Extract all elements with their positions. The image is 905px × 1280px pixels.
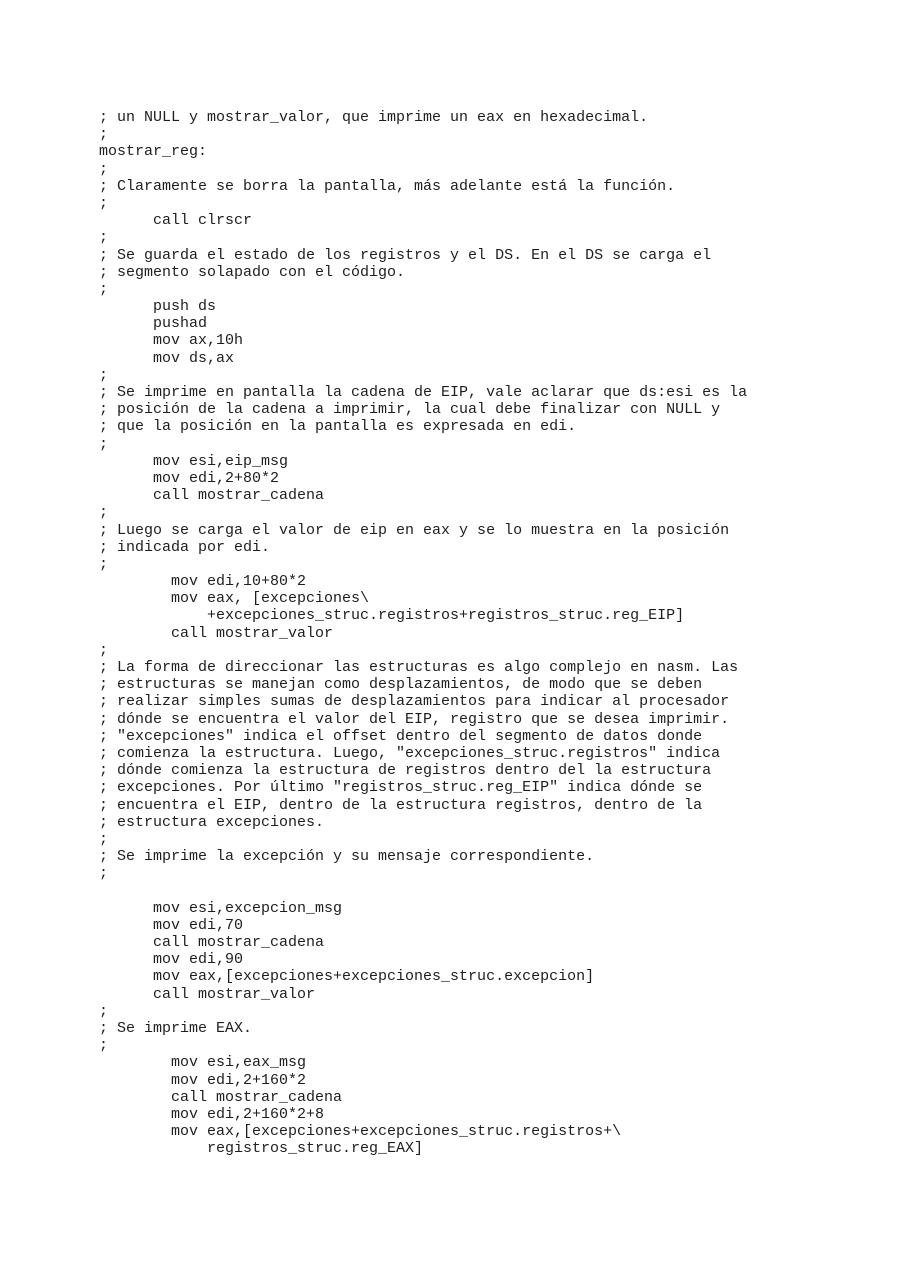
code-line: push ds (99, 298, 217, 316)
code-line: call clrscr (99, 212, 253, 230)
code-listing (99, 109, 747, 1157)
code-line: mov edi,10+80*2 (99, 573, 307, 591)
code-line: call mostrar_valor (99, 624, 334, 642)
comment-line: ; un NULL y mostrar_valor, que imprime un eax en hexadecimal. (99, 109, 649, 126)
comment-line: ; dónde se encuentra el valor del EIP, registro que se desea imprimir. (99, 710, 730, 728)
code-line: mov edi,90 (99, 951, 244, 969)
comment-line: ; comienza la estructura. Luego, "excepciones_struc.registros" indica (99, 744, 721, 762)
comment-line: ; (99, 366, 109, 384)
comment-line: ; La forma de direccionar las estructuras es algo complejo en nasm. Las (99, 659, 739, 676)
comment-line: ; (99, 280, 109, 298)
comment-line: ; (99, 160, 109, 178)
comment-line: ; Luego se carga el valor de eip en eax y se lo muestra en la posición (99, 521, 730, 539)
comment-line: ; (99, 830, 109, 848)
code-line: mov eax, [excepciones\ (99, 590, 370, 608)
comment-line: ; Se imprime en pantalla la cadena de EIP, vale aclarar que ds:esi es la (99, 384, 748, 401)
code-line: mov ds,ax (99, 349, 235, 367)
code-line: mov esi,eax_msg (99, 1054, 307, 1072)
comment-line: ; estructuras se manejan como desplazamientos, de modo que se deben (99, 676, 703, 694)
code-line: mov eax,[excepciones+excepciones_struc.excepcion] (99, 968, 595, 986)
comment-line: ; (99, 126, 109, 144)
code-line: call mostrar_valor (99, 985, 316, 1003)
code-line: mov edi,70 (99, 916, 244, 934)
comment-line: ; posición de la cadena a imprimir, la cual debe finalizar con NULL y (99, 401, 721, 419)
comment-line: ; (99, 504, 109, 522)
code-line: mostrar_reg: (99, 143, 208, 161)
comment-line: ; (99, 641, 109, 659)
code-line: call mostrar_cadena (99, 934, 325, 951)
comment-line: ; realizar simples sumas de desplazamientos para indicar al procesador (99, 693, 730, 711)
code-line: mov edi,2+80*2 (99, 469, 280, 487)
comment-line: ; Claramente se borra la pantalla, más adelante está la función. (99, 177, 676, 195)
comment-line: ; Se guarda el estado de los registros y el DS. En el DS se carga el (99, 246, 712, 264)
comment-line: ; indicada por edi. (99, 538, 271, 556)
comment-line: ; (99, 194, 109, 212)
code-line: pushad (99, 315, 208, 333)
comment-line: ; (99, 229, 109, 247)
code-line: call mostrar_cadena (99, 487, 325, 505)
comment-line: ; que la posición en la pantalla es expresada en edi. (99, 418, 577, 436)
comment-line: ; Se imprime la excepción y su mensaje correspondiente. (99, 848, 595, 866)
comment-line: ; (99, 1002, 109, 1020)
comment-line: ; (99, 1037, 109, 1055)
comment-line: ; estructura excepciones. (99, 813, 325, 831)
code-line: mov ax,10h (99, 332, 244, 350)
code-line: call mostrar_cadena (99, 1088, 343, 1106)
comment-line: ; (99, 865, 109, 883)
code-line: mov esi,eip_msg (99, 452, 289, 470)
comment-line: ; (99, 555, 109, 573)
comment-line: ; (99, 435, 109, 453)
code-line: mov edi,2+160*2 (99, 1071, 307, 1089)
comment-line: ; encuentra el EIP, dentro de la estructura registros, dentro de la (99, 796, 703, 814)
comment-line: ; "excepciones" indica el offset dentro del segmento de datos donde (99, 727, 703, 745)
code-line: mov edi,2+160*2+8 (99, 1105, 325, 1123)
blank-line (99, 882, 747, 899)
code-line: mov eax,[excepciones+excepciones_struc.registros+\ (99, 1123, 622, 1141)
code-line: mov esi,excepcion_msg (99, 899, 343, 917)
comment-line: ; Se imprime EAX. (99, 1019, 253, 1037)
code-line: registros_struc.reg_EAX] (99, 1140, 424, 1158)
code-line: +excepciones_struc.registros+registros_struc.reg_EIP] (99, 607, 685, 625)
comment-line: ; dónde comienza la estructura de registros dentro del la estructura (99, 762, 712, 780)
comment-line: ; excepciones. Por último "registros_struc.reg_EIP" indica dónde se (99, 779, 703, 797)
comment-line: ; segmento solapado con el código. (99, 263, 406, 281)
